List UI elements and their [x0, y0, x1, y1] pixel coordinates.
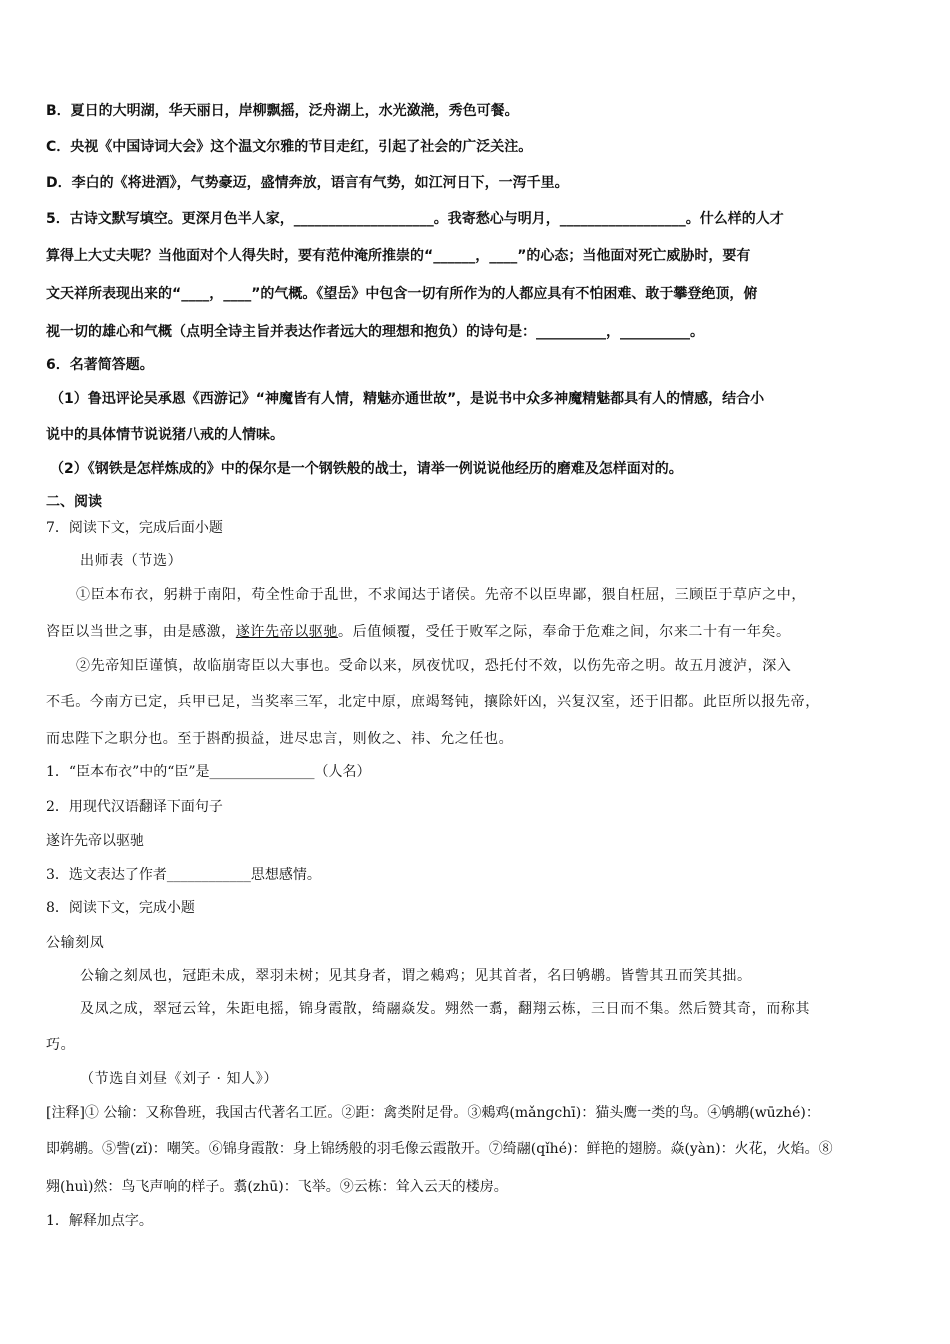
option-b: B．夏日的大明湖，华天丽日，岸柳飘摇，泛舟湖上，水光潋滟，秀色可餐。	[46, 103, 519, 119]
notes-line-3: 翙(huì)然：鸟飞声响的样子。翥(zhū)：飞举。⑨云栋：耸入云天的楼房。	[46, 1179, 508, 1195]
question-7-1: 1．“臣本布衣”中的“臣”是_______________（人名）	[46, 764, 371, 780]
question-5-line-3: 文天祥所表现出来的“____，____”的气概。《望岳》中包含一切有所作为的人都应具有不怕困难、敢于攀登绝顶，俯	[46, 286, 758, 302]
passage-title-chushibiao: 出师表（节选）	[80, 553, 183, 569]
passage-title-gongshu: 公输刻凤	[46, 935, 105, 951]
passage-7-line-2	[46, 622, 908, 642]
passage-7-line-2-a: 咨臣以当世之事，由是感激，	[46, 624, 236, 640]
question-7-2-sentence: 遂许先帝以驱驰	[46, 833, 144, 849]
question-5-line-4: 视一切的雄心和气概（点明全诗主旨并表达作者远大的理想和抱负）的诗句是：__________，__________。	[46, 324, 704, 340]
question-8-1: 1．解释加点字。	[46, 1213, 153, 1229]
underlined-sentence: 遂许先帝以驱驰	[235, 624, 339, 640]
question-7-2: 2．用现代汉语翻译下面句子	[46, 799, 223, 815]
question-5-line-1: 5．古诗文默写填空。更深月色半人家，____________________。我寄愁心与明月，__________________。什么样的人才	[46, 211, 784, 227]
passage-8-line-1: 公输之刻凤也，冠距未成，翠羽未树；见其身者，谓之鶆鸡；见其首者，名曰鸲鹕。皆訾其丑而笑其拙。	[80, 968, 752, 984]
question-6-title: 6．名著简答题。	[46, 357, 154, 373]
passage-7-line-4: 不毛。今南方已定，兵甲已足，当奖率三军，北定中原，庶竭驽钝，攘除奸凶，兴复汉室，还于旧都。此臣所以报先帝，	[46, 694, 820, 710]
passage-7-line-1: ①臣本布衣，躬耕于南阳，苟全性命于乱世，不求闻达于诸侯。先帝不以臣卑鄙，猥自枉屈，三顾臣于草庐之中，	[76, 587, 806, 603]
question-6-1-line-1: （1）鲁迅评论吴承恩《西游记》“神魔皆有人情，精魅亦通世故”，是说书中众多神魔精魅都具有人的情感，结合小	[50, 391, 765, 407]
question-6-1-line-2: 说中的具体情节说说猪八戒的人情味。	[46, 427, 284, 443]
section-reading-heading: 二、阅读	[46, 494, 102, 510]
question-7-title: 7．阅读下文，完成后面小题	[46, 520, 223, 536]
passage-source: （节选自刘昼《刘子 · 知人》）	[80, 1071, 278, 1087]
passage-8-line-3: 巧。	[46, 1037, 76, 1053]
notes-line-2: 即鹈鹕。⑤訾(zǐ)：嘲笑。⑥锦身霞散：身上锦绣般的羽毛像云霞散开。⑦绮翮(qǐhé)：鲜艳的翅膀。焱(yàn)：火花，火焰。⑧	[46, 1141, 833, 1157]
passage-7-line-2-c: 。后值倾覆，受任于败军之际，奉命于危难之间，尔来二十有一年矣。	[338, 624, 791, 640]
passage-7-line-3: ②先帝知臣谨慎，故临崩寄臣以大事也。受命以来，夙夜忧叹，恐托付不效，以伤先帝之明。故五月渡泸，深入	[76, 658, 792, 674]
question-7-3: 3．选文表达了作者____________思想感情。	[46, 867, 321, 883]
passage-8-line-2: 及凤之成，翠冠云耸，朱距电摇，锦身霞散，绮翮焱发。翙然一翥，翻翔云栋，三日而不集。然后赞其奇，而称其	[80, 1001, 810, 1017]
question-5-line-2: 算得上大丈夫呢？当他面对个人得失时，要有范仲淹所推崇的“______，____”的心态；当他面对死亡威胁时，要有	[46, 248, 751, 264]
option-c: C．央视《中国诗词大会》这个温文尔雅的节目走红，引起了社会的广泛关注。	[46, 139, 533, 155]
option-d: D．李白的《将进酒》，气势豪迈，盛情奔放，语言有气势，如江河日下，一泻千里。	[46, 175, 569, 191]
question-6-2: （2）《钢铁是怎样炼成的》中的保尔是一个钢铁般的战士，请举一例说说他经历的磨难及怎样面对的。	[50, 461, 683, 477]
passage-7-line-5: 而忠陛下之职分也。至于斟酌损益，进尽忠言，则攸之、祎、允之任也。	[46, 731, 514, 747]
question-8-title: 8．阅读下文，完成小题	[46, 900, 195, 916]
notes-line-1: [注释]① 公输：又称鲁班，我国古代著名工匠。②距：禽类附足骨。③鶆鸡(mǎngchī)：猫头鹰一类的鸟。④鸲鹕(wūzhé)：	[46, 1105, 820, 1121]
